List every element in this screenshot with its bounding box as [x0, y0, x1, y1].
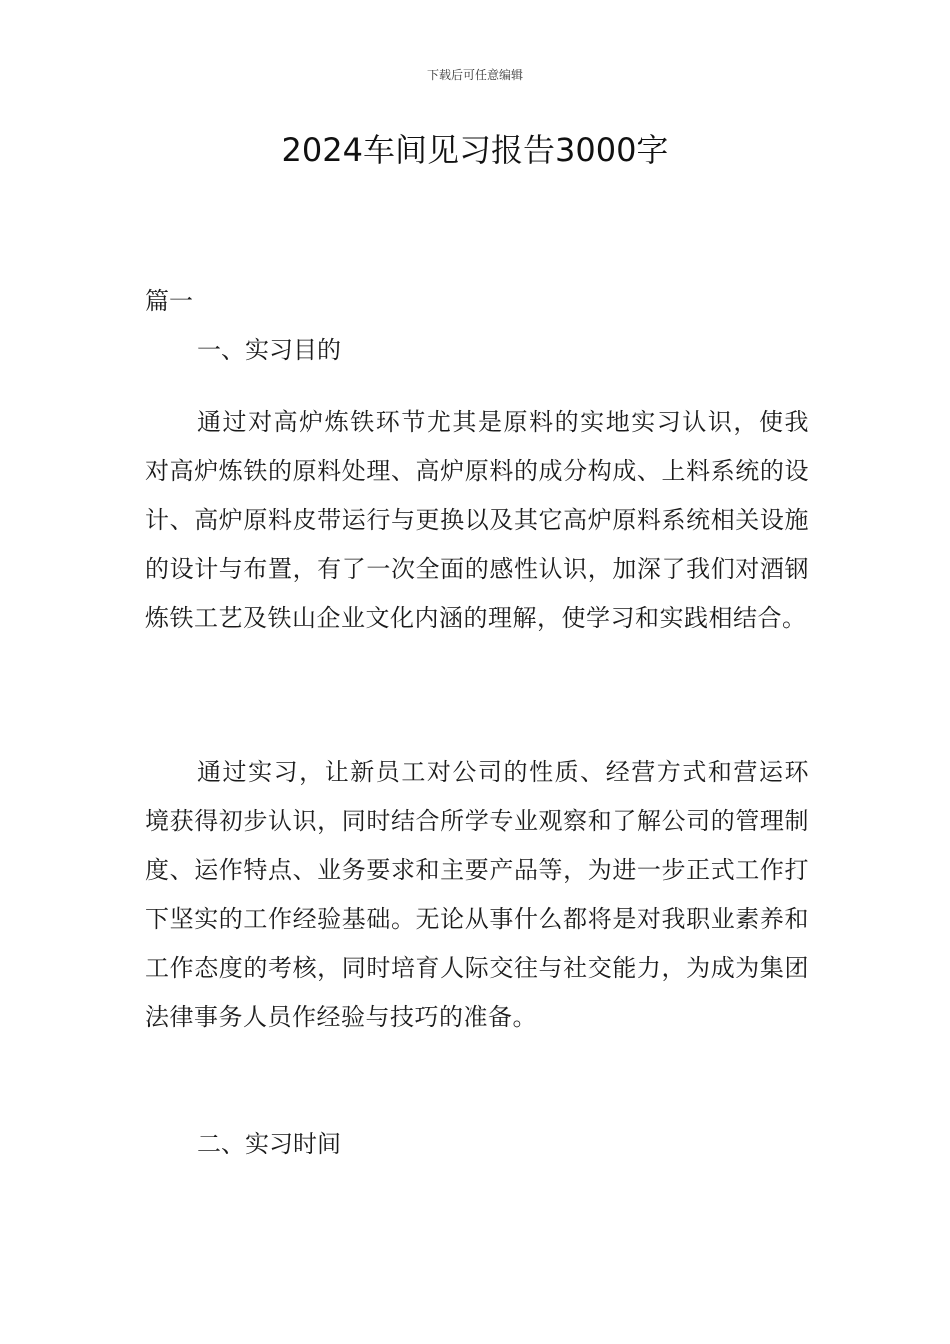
paragraph-1: 通过对高炉炼铁环节尤其是原料的实地实习认识，使我对高炉炼铁的原料处理、高炉原料的成分构成、上料系统的设计、高炉原料皮带运行与更换以及其它高炉原料系统相关设施的设计与布置，有了一次全面的感性认识，加深了我们对酒钢炼铁工艺及铁山企业文化内涵的理解，使学习和实践相结合。: [145, 408, 809, 632]
header-note: 下载后可任意编辑: [426, 68, 523, 82]
section-label: 篇一: [145, 287, 193, 315]
paragraph-2: 通过实习，让新员工对公司的性质、经营方式和营运环境获得初步认识，同时结合所学专业观察和了解公司的管理制度、运作特点、业务要求和主要产品等，为进一步正式工作打下坚实的工作经验基础。无论从事什么都将是对我职业素养和工作态度的考核，同时培育人际交往与社交能力，为成为集团法律事务人员作经验与技巧的准备。: [145, 758, 809, 1031]
document-title: 2024车间见习报告3000字: [281, 131, 669, 169]
heading-time: 二、实习时间: [197, 1130, 341, 1158]
heading-purpose: 一、实习目的: [197, 336, 341, 364]
